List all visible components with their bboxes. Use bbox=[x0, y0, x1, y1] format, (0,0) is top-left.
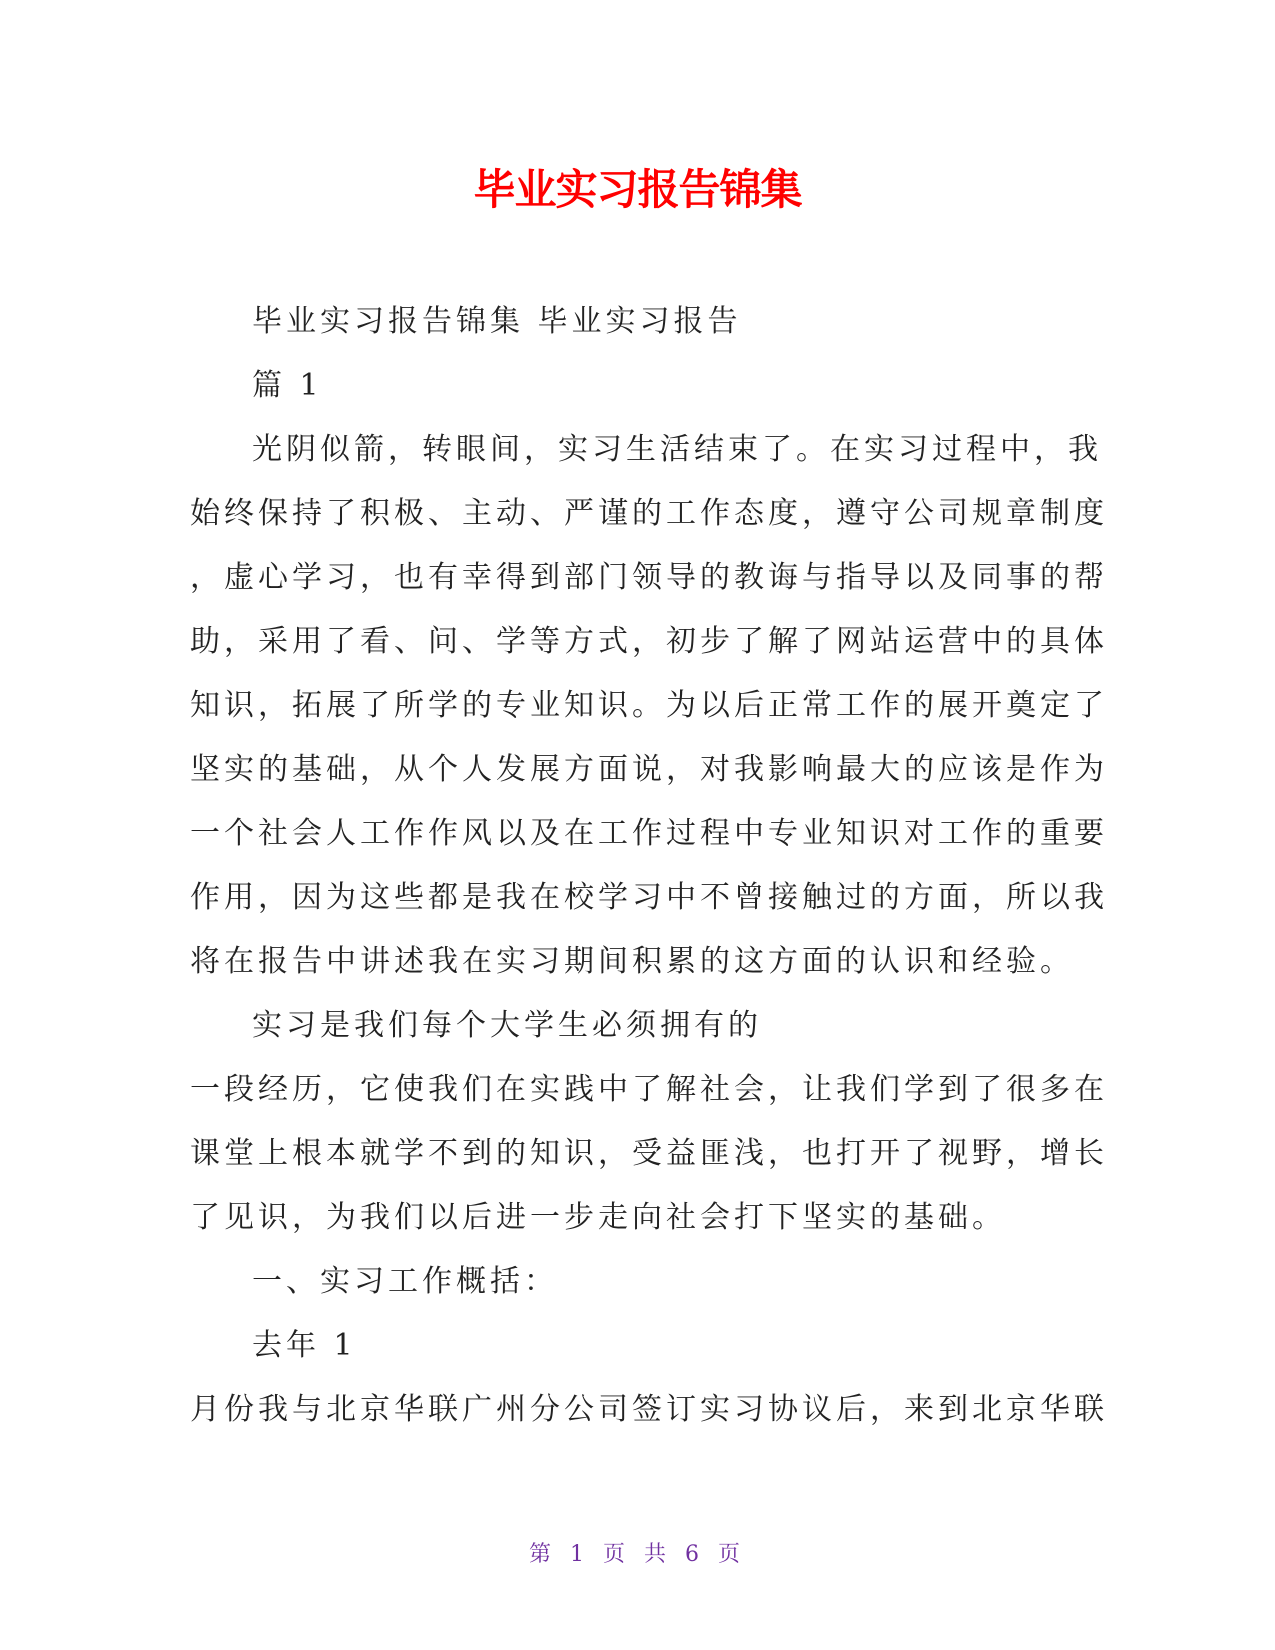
section-heading: 一、实习工作概括： bbox=[252, 1264, 558, 1299]
paragraph-2-line: 一段经历，它使我们在实践中了解社会，让我们学到了很多在 bbox=[190, 1072, 1108, 1107]
paragraph-1-continued bbox=[190, 482, 1108, 994]
paragraph-2-line: 了见识，为我们以后进一步走向社会打下坚实的基础。 bbox=[190, 1200, 1006, 1235]
document-body bbox=[190, 290, 1108, 1442]
paragraph-1-line: 光阴似箭，转眼间，实习生活结束了。在实习过程中，我 bbox=[252, 432, 1102, 467]
paragraph-1-line: 始终保持了积极、主动、严谨的工作态度，遵守公司规章制度 bbox=[190, 496, 1108, 531]
paragraph-3-line: 月份我与北京华联广州分公司签订实习协议后，来到北京华联 bbox=[190, 1392, 1108, 1427]
paragraph-1-line: 助，采用了看、问、学等方式，初步了解了网站运营中的具体 bbox=[190, 624, 1108, 659]
paragraph-3-lead: 去年 1 bbox=[252, 1328, 357, 1363]
paragraph-2-line: 课堂上根本就学不到的知识，受益匪浅，也打开了视野，增长 bbox=[190, 1136, 1108, 1171]
paragraph-1-line: 作用，因为这些都是我在校学习中不曾接触过的方面，所以我 bbox=[190, 880, 1108, 915]
paragraph-1-line: 坚实的基础，从个人发展方面说，对我影响最大的应该是作为 bbox=[190, 752, 1108, 787]
paragraph-1-line: 将在报告中讲述我在实习期间积累的这方面的认识和经验。 bbox=[190, 944, 1074, 979]
paragraph-1-line: ，虚心学习，也有幸得到部门领导的教诲与指导以及同事的帮 bbox=[190, 560, 1108, 595]
subtitle: 毕业实习报告锦集 毕业实习报告 bbox=[252, 304, 742, 339]
paragraph-2 bbox=[190, 1058, 1108, 1250]
paragraph-1-line: 知识，拓展了所学的专业知识。为以后正常工作的展开奠定了 bbox=[190, 688, 1108, 723]
paragraph-1-line: 一个社会人工作作风以及在工作过程中专业知识对工作的重要 bbox=[190, 816, 1108, 851]
section-label: 篇 1 bbox=[252, 368, 323, 403]
paragraph-1 bbox=[190, 418, 1102, 482]
paragraph-3 bbox=[190, 1378, 1108, 1442]
document-title: 毕业实习报告锦集 bbox=[473, 165, 802, 214]
page-indicator: 第 1 页 共 6 页 bbox=[529, 1542, 746, 1567]
paragraph-2-lead: 实习是我们每个大学生必须拥有的 bbox=[252, 1008, 762, 1043]
